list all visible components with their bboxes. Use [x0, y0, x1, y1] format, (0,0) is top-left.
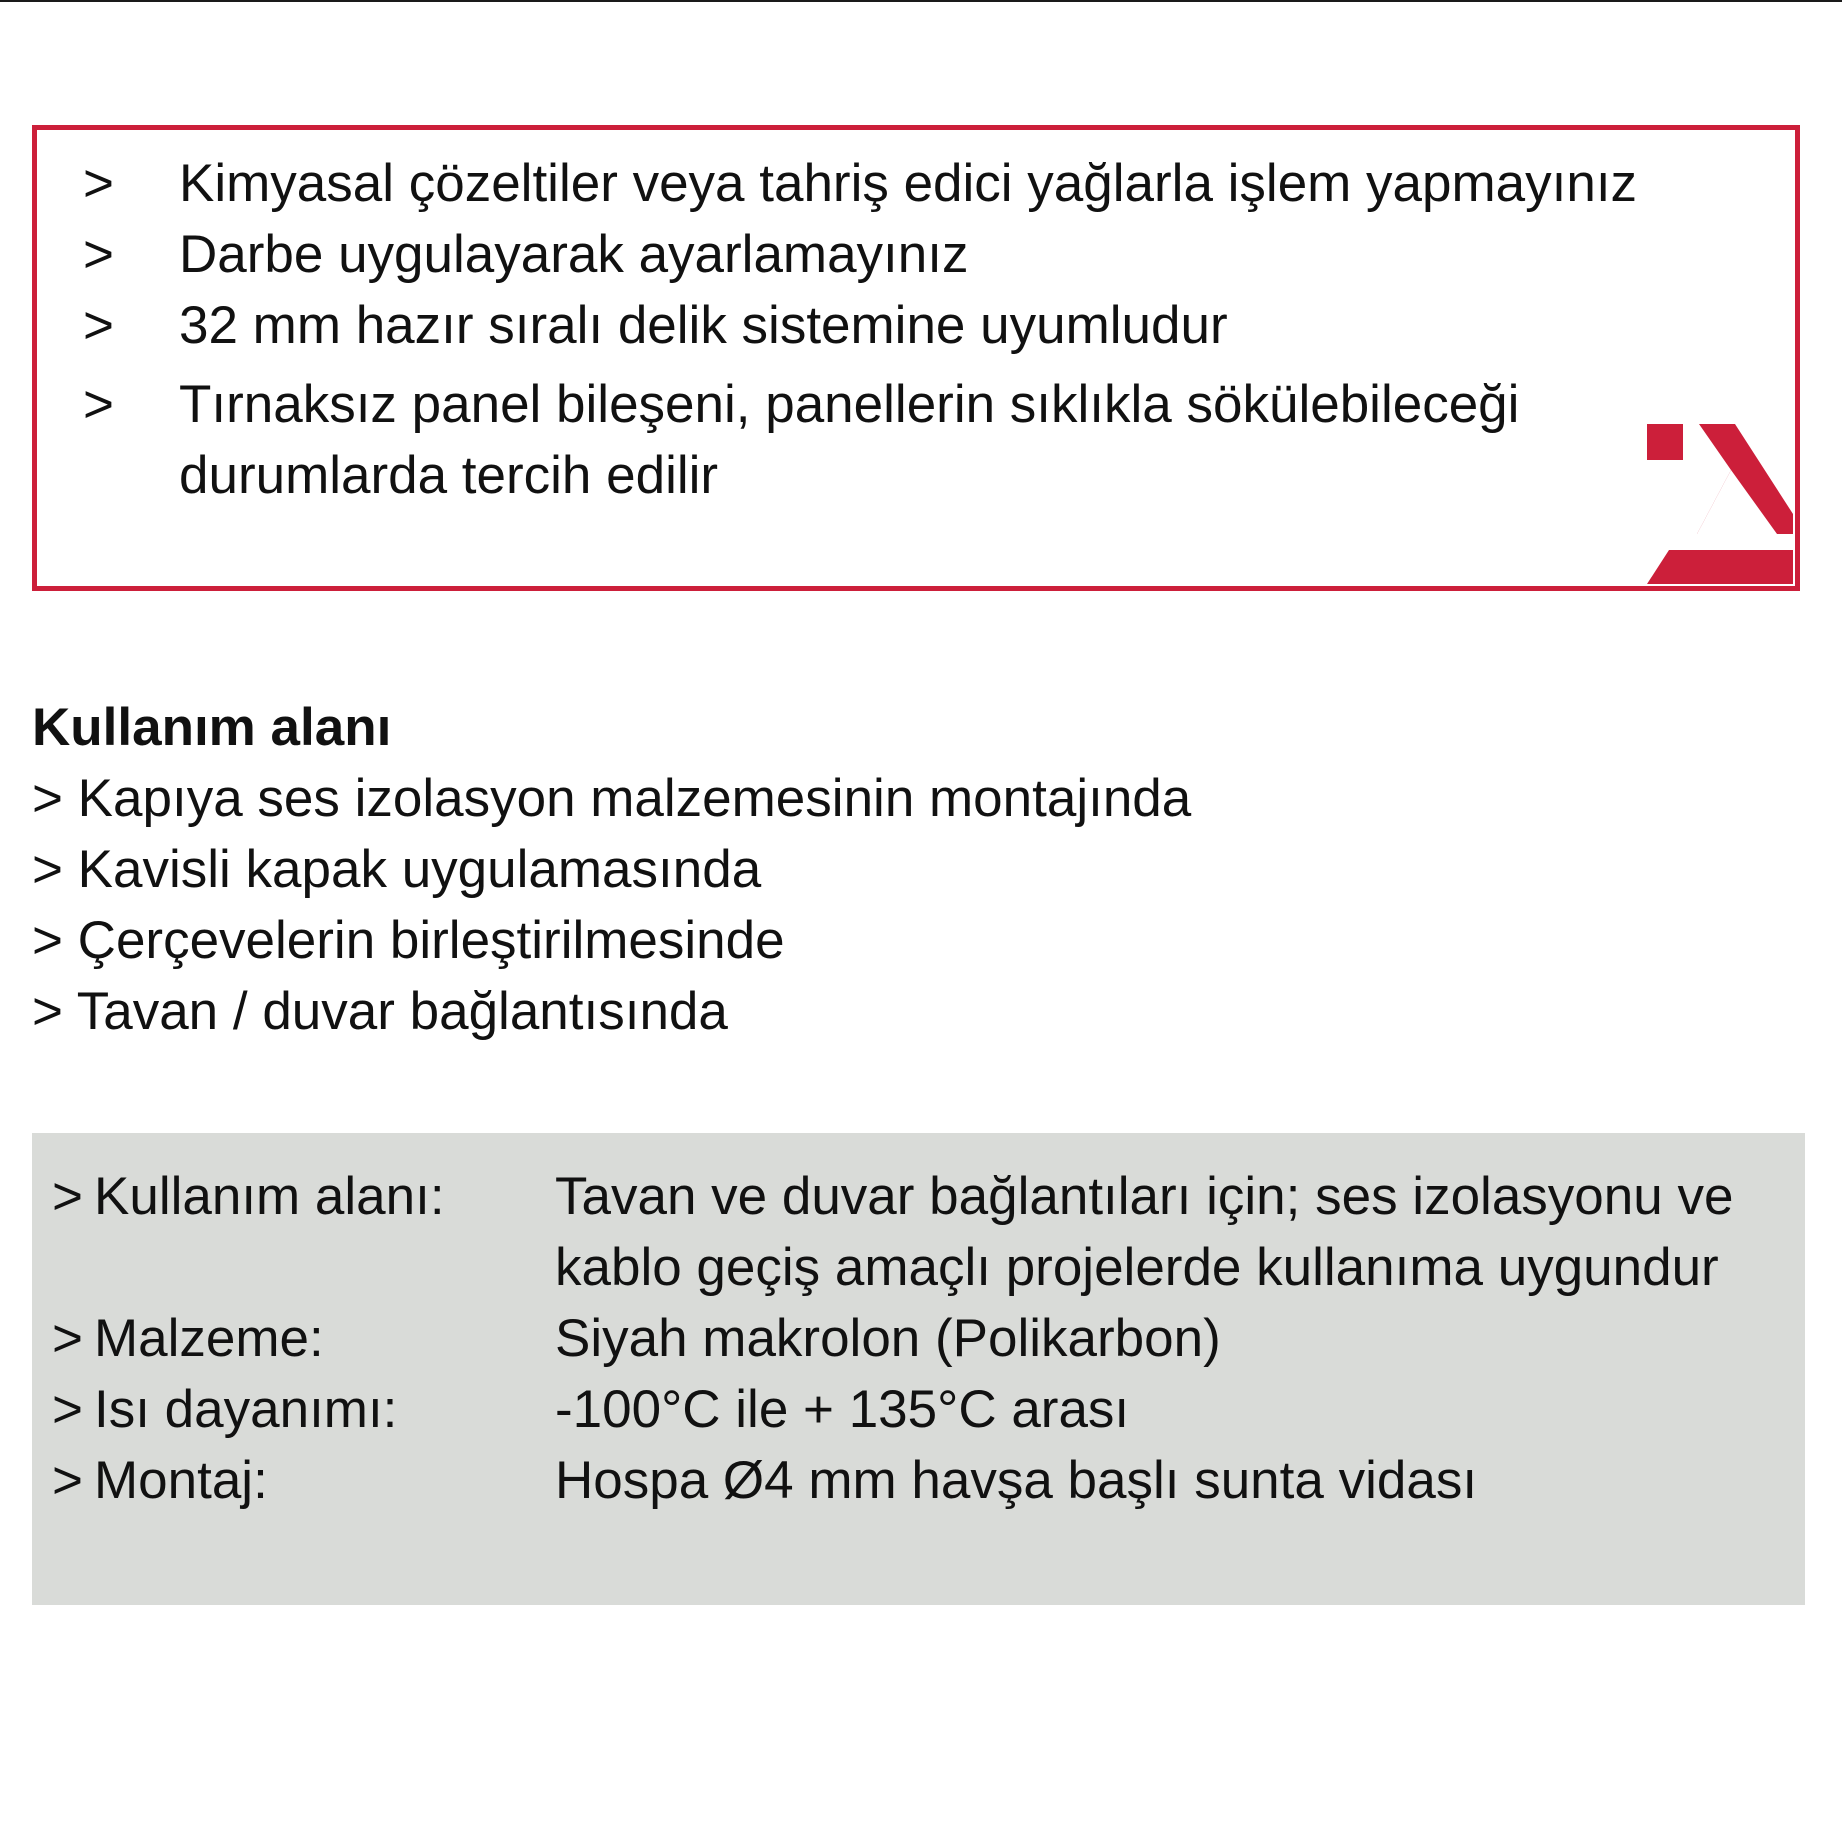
- spec-label: Montaj:: [94, 1451, 268, 1510]
- notice-item: [83, 369, 1683, 511]
- bullet-arrow: >: [83, 225, 114, 284]
- spec-row: [52, 1303, 1785, 1374]
- notice-item: [83, 219, 1683, 290]
- spec-row: [52, 1374, 1785, 1445]
- usage-item: > Kavisli kapak uygulamasında: [32, 840, 762, 899]
- spec-row: [52, 1161, 1785, 1303]
- spec-row: [52, 1445, 1785, 1516]
- spec-box: [32, 1133, 1805, 1605]
- spec-label: Kullanım alanı:: [94, 1167, 445, 1226]
- bullet-arrow: >: [52, 1167, 83, 1226]
- usage-item: > Çerçevelerin birleştirilmesinde: [32, 911, 785, 970]
- bullet-arrow: >: [83, 296, 114, 355]
- bullet-arrow: >: [52, 1451, 83, 1510]
- spec-value: Tavan ve duvar bağlantıları için; ses izolasyonu ve kablo geçiş amaçlı projelerde kullanıma uygundur: [555, 1167, 1734, 1297]
- notice-box: [32, 125, 1800, 591]
- notice-item: [83, 290, 1683, 361]
- bullet-arrow: >: [52, 1309, 83, 1368]
- spec-value: Hospa Ø4 mm havşa başlı sunta vidası: [555, 1451, 1478, 1510]
- spec-table: [52, 1161, 1785, 1516]
- bullet-arrow: >: [83, 154, 114, 213]
- notice-item: [83, 148, 1683, 219]
- usage-list: [32, 763, 1732, 1047]
- notice-list: [83, 148, 1683, 511]
- spec-label: Malzeme:: [94, 1309, 324, 1368]
- usage-item: > Tavan / duvar bağlantısında: [32, 982, 728, 1041]
- usage-item: > Kapıya ses izolasyon malzemesinin montajında: [32, 769, 1192, 828]
- usage-title: Kullanım alanı: [32, 698, 392, 757]
- notice-item-text: 32 mm hazır sıralı delik sistemine uyumludur: [179, 296, 1228, 355]
- brand-a-logo-icon: [1647, 424, 1793, 584]
- usage-section: [32, 692, 1732, 1047]
- notice-item-text: Darbe uygulayarak ayarlamayınız: [179, 225, 969, 284]
- spec-value: Siyah makrolon (Polikarbon): [555, 1309, 1221, 1368]
- notice-item-text: Kimyasal çözeltiler veya tahriş edici yağlarla işlem yapmayınız: [179, 154, 1638, 213]
- top-rule: [0, 0, 1842, 2]
- bullet-arrow: >: [52, 1380, 83, 1439]
- notice-item-text: Tırnaksız panel bileşeni, panellerin sıklıkla sökülebileceği durumlarda tercih edilir: [179, 375, 1520, 505]
- spec-label: Isı dayanımı:: [94, 1380, 398, 1439]
- spec-value: -100°C ile + 135°C arası: [555, 1380, 1130, 1439]
- bullet-arrow: >: [83, 375, 114, 434]
